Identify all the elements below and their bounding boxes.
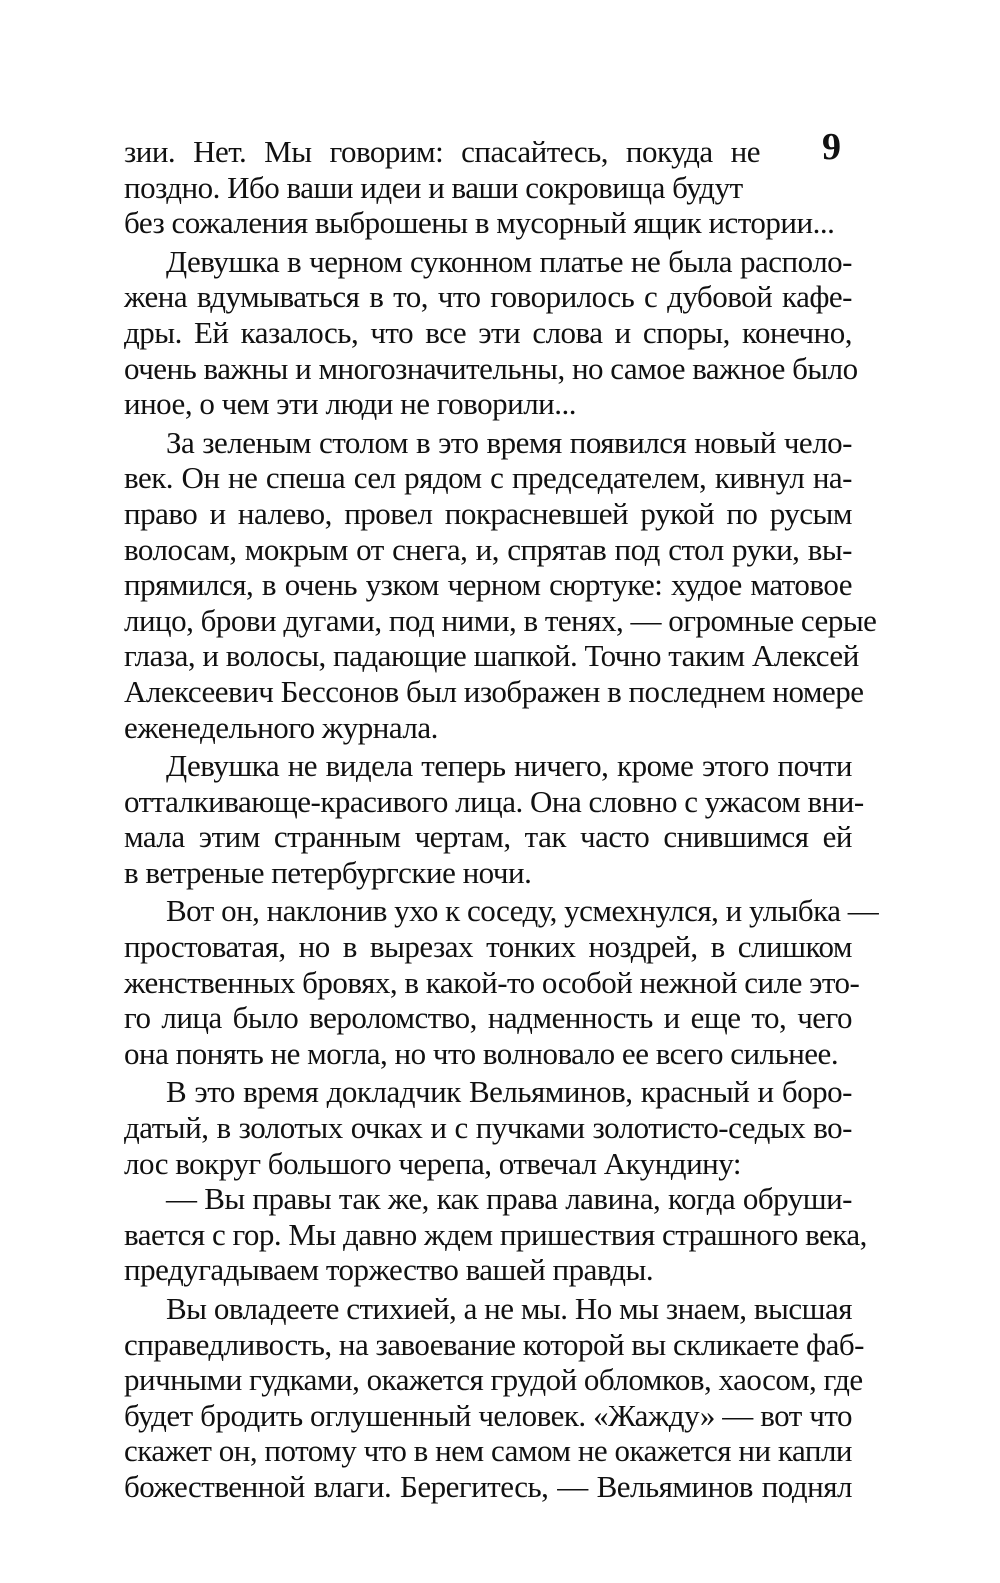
body-text bbox=[124, 134, 879, 1505]
text-line: еженедельного журнала. bbox=[124, 709, 438, 745]
text-line: — Вы правы так же, как права лавина, когда обруши- bbox=[166, 1181, 852, 1217]
text-line: лос вокруг большого черепа, отвечал Акундину: bbox=[124, 1145, 741, 1181]
text-line: прямился, в очень узком черном сюртуке: худое матовое bbox=[124, 567, 852, 603]
text-line: отталкивающе-красивого лица. Она словно с ужасом вни- bbox=[124, 783, 864, 819]
text-line: справедливость, на завоевание которой вы скликаете фаб- bbox=[124, 1326, 864, 1362]
text-line: лицо, брови дугами, под ними, в тенях, — огромные серые bbox=[124, 602, 877, 638]
page-number: 9 bbox=[822, 126, 841, 168]
text-line: век. Он не спеша сел рядом с председателем, кивнул на- bbox=[124, 460, 852, 496]
text-line: зии. Нет. Мы говорим: спасайтесь, покуда не bbox=[124, 134, 760, 169]
text-line: За зеленым столом в это время появился новый чело- bbox=[166, 424, 852, 460]
text-line: божественной влаги. Берегитесь, — Вельяминов поднял bbox=[124, 1468, 852, 1504]
text-line: Девушка в черном суконном платье не была располо- bbox=[166, 243, 852, 279]
text-line: скажет он, потому что в нем самом не окажется ни капли bbox=[124, 1433, 852, 1469]
text-line: простоватая, но в вырезах тонких ноздрей, в слишком bbox=[124, 929, 852, 965]
text-line: мала этим странным чертам, так часто снившимся ей bbox=[124, 819, 852, 855]
text-line: Девушка не видела теперь ничего, кроме этого почти bbox=[166, 748, 852, 784]
text-line: В это время докладчик Вельяминов, красный и боро- bbox=[166, 1074, 852, 1110]
text-line: Вы овладеете стихией, а не мы. Но мы знаем, высшая bbox=[166, 1291, 852, 1326]
text-line: иное, о чем эти люди не говорили... bbox=[124, 386, 577, 422]
text-line: датый, в золотых очках и с пучками золотисто-седых во- bbox=[124, 1110, 852, 1146]
text-line: в ветреные петербургские ночи. bbox=[124, 854, 532, 890]
text-line: женственных бровях, в какой-то особой нежной силе это- bbox=[124, 964, 860, 1000]
text-line: Вот он, наклонив ухо к соседу, усмехнулся, и улыбка — bbox=[166, 893, 879, 929]
text-line: Алексеевич Бессонов был изображен в последнем номере bbox=[124, 673, 864, 709]
text-line: будет бродить оглушенный человек. «Жажду» — вот что bbox=[124, 1397, 852, 1433]
text-line: дры. Ей казалось, что все эти слова и споры, конечно, bbox=[124, 314, 852, 350]
text-line: без сожаления выброшены в мусорный ящик истории... bbox=[124, 205, 835, 241]
text-line: она понять не могла, но что волновало ее всего сильнее. bbox=[124, 1035, 839, 1071]
text-line: го лица было вероломство, надменность и еще то, чего bbox=[124, 1000, 852, 1036]
text-line: волосам, мокрым от снега, и, спрятав под стол руки, вы- bbox=[124, 531, 852, 567]
text-line: жена вдумываться в то, что говорилось с дубовой кафе- bbox=[124, 279, 852, 315]
text-line: ричными гудками, окажется грудой обломков, хаосом, где bbox=[124, 1362, 863, 1398]
text-line: вается с гор. Мы давно ждем пришествия страшного века, bbox=[124, 1216, 867, 1252]
text-line: очень важны и многозначительны, но самое важное было bbox=[124, 350, 858, 386]
text-line: предугадываем торжество вашей правды. bbox=[124, 1252, 654, 1288]
text-line: глаза, и волосы, падающие шапкой. Точно таким Алексей bbox=[124, 638, 859, 674]
text-line: поздно. Ибо ваши идеи и ваши сокровища будут bbox=[124, 169, 743, 205]
text-line: право и налево, провел покрасневшей рукой по русым bbox=[124, 495, 852, 531]
